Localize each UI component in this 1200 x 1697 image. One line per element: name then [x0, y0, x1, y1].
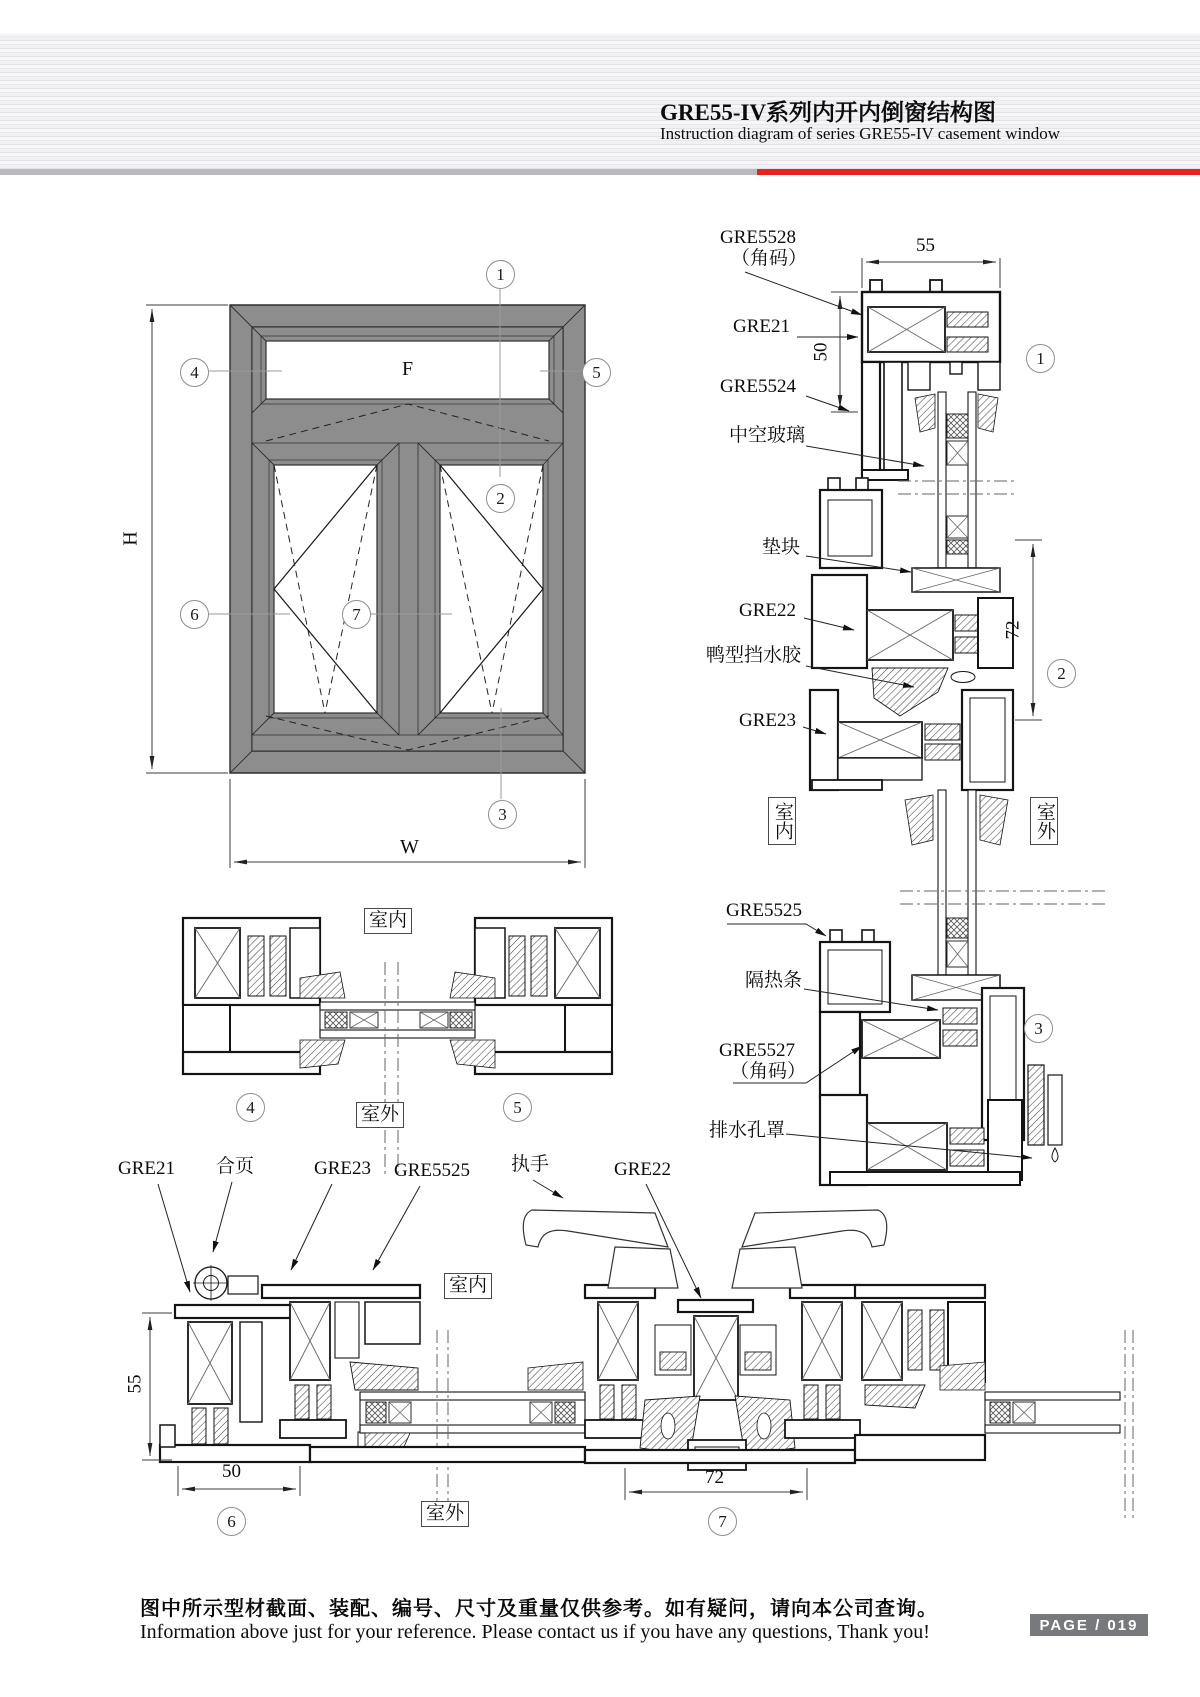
callout-4-section: 4	[236, 1093, 265, 1122]
handle-left-drawing	[523, 1210, 678, 1288]
label-insulating-glass: 中空玻璃	[729, 425, 806, 446]
label-handle: 执手	[511, 1154, 550, 1175]
dim-50-right: 50	[810, 342, 832, 362]
label-gre22-right: GRE22	[739, 600, 796, 621]
dim-50-bottom: 50	[222, 1461, 241, 1482]
callout-2-section: 2	[1047, 659, 1076, 688]
label-drain-cover: 排水孔罩	[709, 1120, 786, 1141]
water-droplet-icon	[1052, 1148, 1058, 1162]
dim-55-bottom: 55	[124, 1374, 146, 1394]
callout-5-elevation: 5	[582, 358, 611, 387]
label-gre22-bottom: GRE22	[614, 1159, 671, 1180]
callout-6-elevation: 6	[180, 600, 209, 629]
footer-note-en: Information above just for your reference. Please contact us if you have any questions, Thank you!	[140, 1621, 930, 1643]
label-gre5525-right: GRE5525	[726, 900, 802, 921]
footer-note-cn: 图中所示型材截面、装配、编号、尺寸及重量仅供参考。如有疑问，请向本公司查询。	[140, 1598, 938, 1620]
label-corner-code-2: （角码）	[730, 1061, 807, 1082]
label-gre23-bottom: GRE23	[314, 1158, 371, 1179]
section-6-7-drawing	[142, 1210, 1133, 1522]
label-gre5528: GRE5528	[720, 227, 796, 248]
dim-72-right: 72	[1002, 620, 1024, 640]
width-dim-label: W	[400, 836, 419, 858]
indoor-box-mid: 室内	[364, 908, 412, 934]
label-gre5524: GRE5524	[720, 376, 796, 397]
callout-7-section: 7	[708, 1507, 737, 1536]
callout-3-section: 3	[1024, 1014, 1053, 1043]
label-gre21-right: GRE21	[733, 316, 790, 337]
page-subtitle: Instruction diagram of series GRE55-IV casement window	[660, 124, 1061, 143]
label-corner-code-1: （角码）	[731, 248, 808, 269]
elevation-drawing	[146, 287, 585, 868]
outdoor-box-right: 室外	[1030, 797, 1058, 845]
label-gre21-bottom: GRE21	[118, 1158, 175, 1179]
label-gre5525-bottom: GRE5525	[394, 1160, 470, 1181]
label-setting-block: 垫块	[762, 537, 801, 558]
callout-3-elevation: 3	[488, 800, 517, 829]
handle-right-drawing	[732, 1210, 887, 1288]
callout-5-section: 5	[503, 1093, 532, 1122]
dim-72-bottom: 72	[705, 1467, 724, 1488]
outdoor-box-mid: 室外	[356, 1102, 404, 1128]
label-gre5527: GRE5527	[719, 1040, 795, 1061]
callout-2-elevation: 2	[486, 484, 515, 513]
callout-4-elevation: 4	[180, 358, 209, 387]
indoor-box-right: 室内	[768, 797, 796, 845]
callout-7-elevation: 7	[342, 600, 371, 629]
label-duck-gasket: 鸭型挡水胶	[706, 645, 802, 666]
section-4-5-drawing	[183, 918, 612, 1175]
label-hinge: 合页	[216, 1156, 255, 1177]
fixed-pane-label: F	[402, 358, 414, 380]
indoor-box-bottom: 室内	[444, 1273, 492, 1299]
callout-6-section: 6	[217, 1507, 246, 1536]
page-number-badge: PAGE / 019	[1030, 1614, 1148, 1636]
label-thermal-strip: 隔热条	[745, 970, 803, 991]
callout-1-elevation: 1	[486, 260, 515, 289]
dim-55-top: 55	[916, 235, 935, 256]
outdoor-box-bottom: 室外	[421, 1501, 469, 1527]
label-gre23-right: GRE23	[739, 710, 796, 731]
height-dim-label: H	[119, 531, 142, 546]
callout-1-section: 1	[1026, 344, 1055, 373]
page-title: GRE55-IV系列内开内倒窗结构图	[660, 100, 997, 125]
